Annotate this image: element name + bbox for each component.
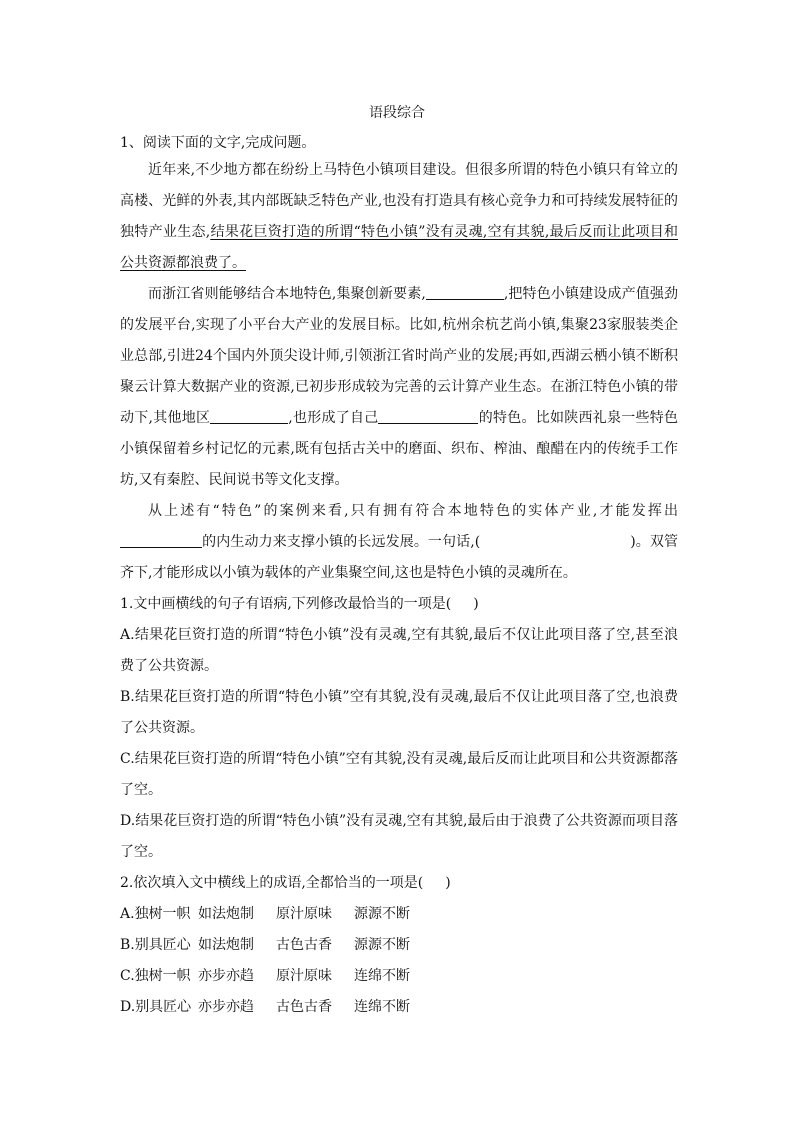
passage-text: 从上述有“特色”的案例来看,只有拥有符合本地特色的实体产业,才能发挥出 — [148, 503, 678, 519]
passage-paragraph-1 — [120, 155, 678, 279]
option-b[interactable] — [120, 930, 678, 961]
option-term: 古色古香 — [276, 937, 332, 953]
option-term: C.独树一帜 — [120, 968, 191, 984]
option-term: 源源不断 — [354, 906, 410, 922]
passage-text: ,把特色小镇建设成产值强劲的发展平台,实现了小平台大产业的发展目标。比如,杭州余杭艺尚小镇,集聚23家服装类企业总部,引进24个国内外顶尖设计师,引领浙江省时尚产业的发展;再如,西湖云栖小镇不断积聚云计算大数据产业的资源,已初步形成较为完善的云计算产业生态。在浙江特色小镇的带动下,其他地区 — [120, 286, 679, 426]
option-a[interactable]: A.结果花巨资打造的所谓“特色小镇”没有灵魂,空有其貌,最后不仅让此项目落了空,甚至浪费了公共资源。 — [120, 627, 678, 674]
option-b[interactable]: B.结果花巨资打造的所谓“特色小镇”空有其貌,没有灵魂,最后不仅让此项目落了空,也浪费了公共资源。 — [120, 689, 678, 736]
passage-text: 的内生动力来支撑小镇的长远发展。一句话,( — [202, 534, 481, 550]
option-a[interactable] — [120, 899, 678, 930]
passage-text: 近年来,不少地方都在纷纷上马特色小镇项目建设。但很多所谓的特色小镇只有耸立的高楼、光鲜的外表,其内部既缺乏特色产业,也没有打造具有核心竞争力和可持续发展特征的独特产业生态, — [120, 162, 678, 240]
passage-paragraph-3 — [120, 496, 678, 589]
fill-blank-1[interactable] — [426, 283, 504, 300]
option-term: 亦步亦趋 — [198, 999, 254, 1015]
option-d[interactable] — [120, 992, 678, 1023]
fill-blank-3[interactable] — [378, 407, 478, 424]
option-d[interactable]: D.结果花巨资打造的所谓“特色小镇”没有灵魂,空有其貌,最后由于浪费了公共资源而项目落了空。 — [120, 813, 678, 860]
fill-blank-4[interactable] — [120, 531, 202, 548]
option-term: B.别具匠心 — [120, 937, 191, 953]
option-term: 如法炮制 — [198, 937, 254, 953]
option-term: A.独树一帜 — [120, 906, 191, 922]
sub-question-1-stem: 1.文中画横线的句子有语病,下列修改最恰当的一项是( ) — [120, 596, 479, 612]
option-term: 原汁原味 — [276, 968, 332, 984]
fill-blank-2[interactable] — [210, 407, 288, 424]
sub-question-2-stem: 2.依次填入文中横线上的成语,全都恰当的一项是( ) — [120, 875, 451, 891]
option-term: 连绵不断 — [354, 999, 410, 1015]
underlined-sentence: 结果花巨资打造的所谓“特色小镇”没有灵魂,空有其貌,最后反而让此项目和公共资源都浪费了。 — [120, 224, 679, 271]
option-term: 连绵不断 — [354, 968, 410, 984]
option-term: D.别具匠心 — [120, 999, 192, 1015]
page-title: 语段综合 — [369, 105, 425, 121]
passage-text: 而浙江省则能够结合本地特色,集聚创新要素, — [148, 286, 426, 302]
option-term: 亦步亦趋 — [198, 968, 254, 984]
option-term: 古色古香 — [276, 999, 332, 1015]
passage-text: 的特色。比如陕西礼泉一些特色小镇保留着乡村记忆的元素,既有包括古关中的磨面、织布、榨油、酿醋在内的传统手工作坊,又有秦腔、民间说书等文化支撑。 — [120, 410, 679, 488]
passage-paragraph-2 — [120, 279, 678, 496]
passage-text: )。双管齐下,才能形成以小镇为载体的产业集聚空间,这也是特色小镇的灵魂所在。 — [120, 534, 678, 581]
option-c[interactable]: C.结果花巨资打造的所谓“特色小镇”空有其貌,没有灵魂,最后反而让此项目和公共资源都落了空。 — [120, 751, 678, 798]
option-term: 源源不断 — [354, 937, 410, 953]
question-heading: 1、阅读下面的文字,完成问题。 — [120, 135, 316, 151]
option-term: 原汁原味 — [276, 906, 332, 922]
option-c[interactable] — [120, 961, 678, 992]
option-term: 如法炮制 — [198, 906, 254, 922]
question-content — [120, 131, 678, 1023]
passage-text: ,也形成了自己 — [288, 410, 379, 426]
